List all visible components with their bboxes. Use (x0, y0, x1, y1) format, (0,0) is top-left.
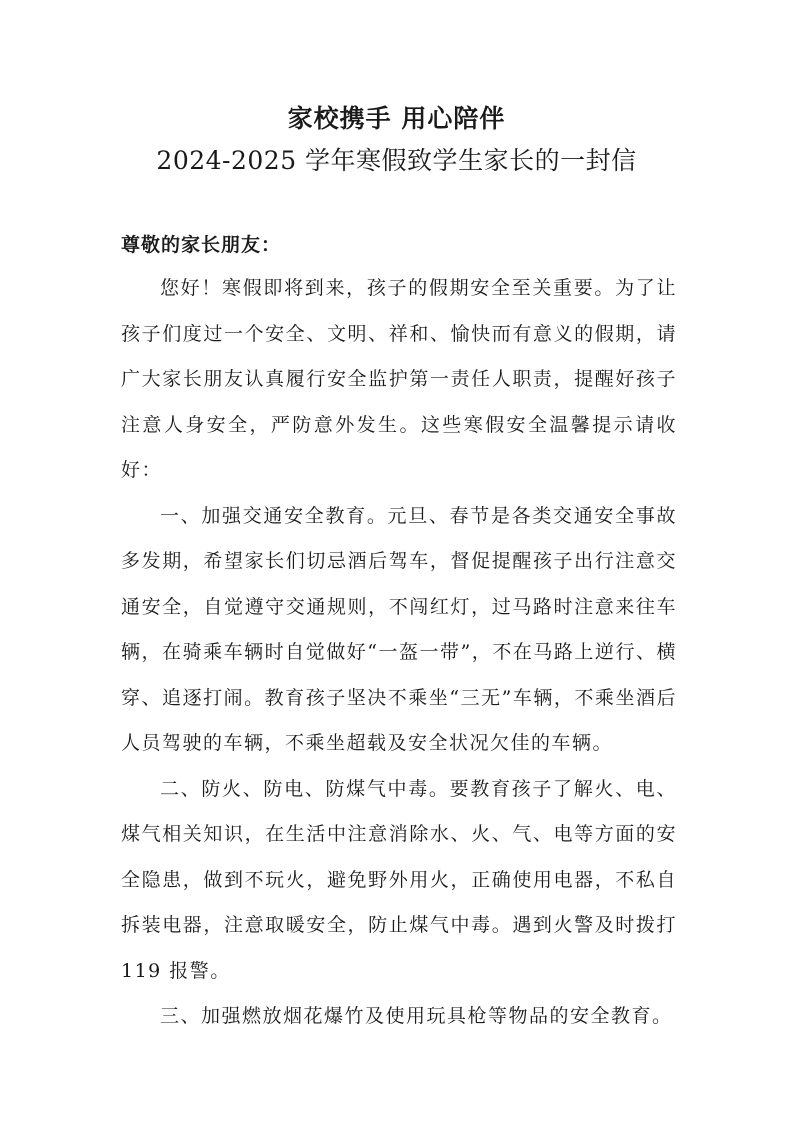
paragraph-traffic-safety: 一、加强交通安全教育。元旦、春节是各类交通安全事故多发期，希望家长们切忌酒后驾车，督促提醒孩子出行注意交通安全，自觉遵守交通规则，不闯红灯，过马路时注意来往车辆，在骑乘车辆时自觉做好“一盔一带”，不在马路上逆行、横穿、追逐打闹。教育孩子坚决不乘坐“三无”车辆，不乘坐酒后人员驾驶的车辆，不乘坐超载及安全状况欠佳的车辆。 (121, 504, 677, 754)
paragraph-intro: 您好！寒假即将到来，孩子的假期安全至关重要。为了让孩子们度过一个安全、文明、祥和、愉快而有意义的假期，请广大家长朋友认真履行安全监护第一责任人职责，提醒好孩子注意人身安全，严防意外发生。这些寒假安全温馨提示请收好： (121, 277, 677, 481)
letter-greeting: 尊敬的家长朋友： (121, 234, 282, 256)
letter-body (121, 266, 677, 1040)
paragraph-fireworks-safety: 三、加强燃放烟花爆竹及使用玩具枪等物品的安全教育。 (160, 1005, 673, 1027)
paragraph-fire-electric-gas-safety: 二、防火、防电、防煤气中毒。要教育孩子了解火、电、煤气相关知识，在生活中注意消除水、火、气、电等方面的安全隐患，做到不玩火，避免野外用火，正确使用电器，不私自拆装电器，注意取暖安全，防止煤气中毒。遇到火警及时拨打 119 报警。 (121, 777, 677, 982)
letter-subtitle: 2024-2025 学年寒假致学生家长的一封信 (156, 146, 637, 175)
letter-title: 家校携手 用心陪伴 (287, 104, 506, 133)
